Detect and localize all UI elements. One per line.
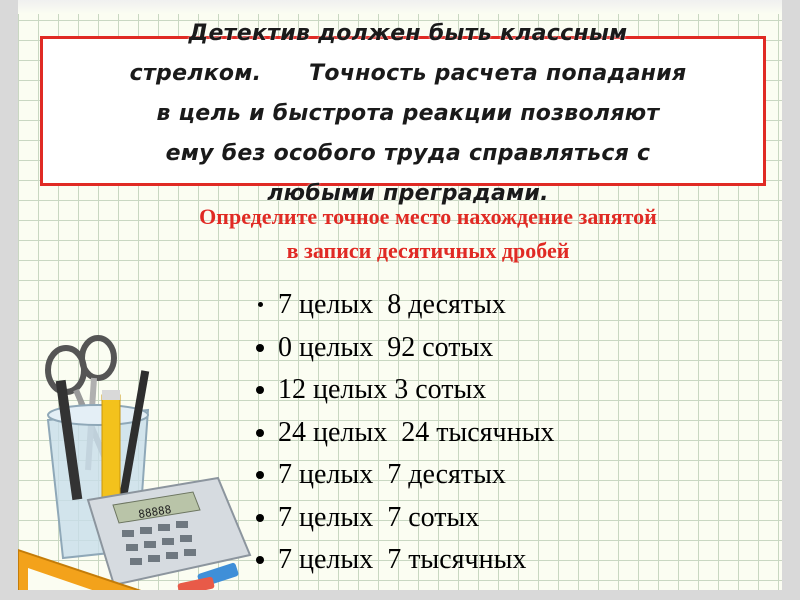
list-item-text: 7 целых 7 сотых	[278, 501, 480, 533]
list-item-text: 7 целых 7 десятых	[278, 459, 506, 490]
list-item	[252, 369, 772, 412]
list-item-text: 0 целых 92 сотых	[278, 331, 494, 363]
list-item-text: 7 целых 8 десятых	[278, 289, 506, 320]
banner-line: любыми преградами.	[267, 181, 549, 206]
fractions-list	[252, 284, 772, 582]
banner-line: в цель и быстрота реакции позволяют	[156, 101, 660, 126]
list-item-text: 7 целых 7 тысячных	[278, 544, 527, 575]
list-item	[252, 412, 772, 455]
banner-line: ему без особого труда справляться с	[165, 141, 651, 166]
stationery-illustration	[18, 300, 258, 590]
banner-line: стрелком. Точность расчета попадания	[129, 61, 687, 86]
list-item-text: 24 целых 24 тысячных	[278, 416, 555, 448]
banner-line: Детектив должен быть классным	[188, 21, 628, 46]
list-item	[252, 497, 772, 540]
list-item	[252, 284, 772, 327]
slide	[18, 0, 782, 590]
bullet-icon	[258, 302, 263, 307]
list-item	[252, 454, 772, 497]
task-heading	[78, 200, 778, 268]
list-item-text: 12 целых 3 сотых	[278, 374, 487, 405]
calculator-display: 88888	[137, 503, 173, 522]
list-item	[252, 327, 772, 370]
task-line: в записи десятичных дробей	[286, 238, 570, 263]
list-item	[252, 539, 772, 582]
banner-text	[58, 14, 758, 214]
task-line: Определите точное место нахождение запятой	[199, 204, 657, 229]
